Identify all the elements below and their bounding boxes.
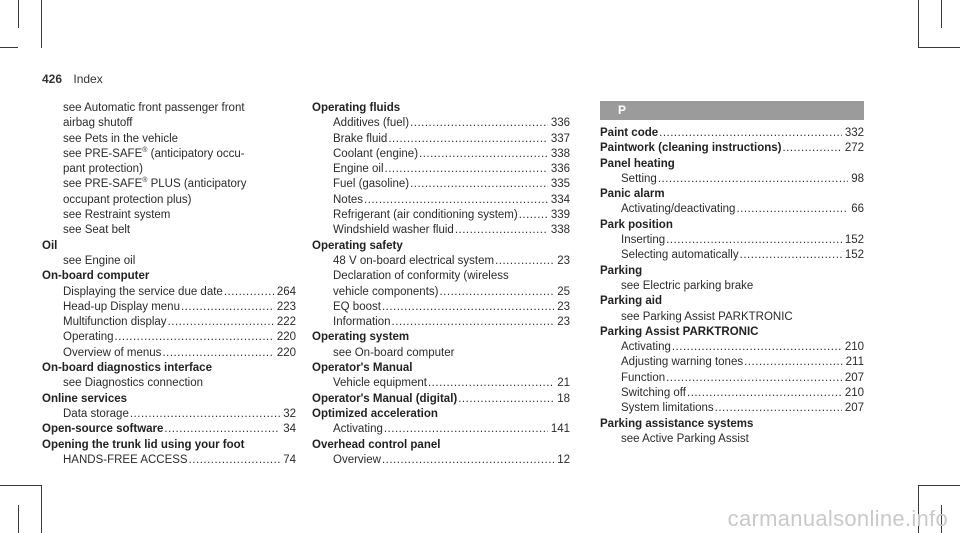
see-ref[interactable]: see Electric parking brake: [621, 279, 754, 292]
section-title: Index: [73, 72, 103, 86]
index-entry[interactable]: Multifunction display ..... 222: [42, 315, 296, 330]
index-entry-heading[interactable]: Open-source software ..... 34: [42, 422, 296, 437]
page-number: 426: [42, 72, 63, 86]
index-entry[interactable]: Inserting ..... 152: [600, 233, 864, 248]
index-entry[interactable]: Overview ..... 12: [312, 453, 570, 468]
index-entry[interactable]: Fuel (gasoline) ..... 335: [312, 177, 570, 192]
index-heading: Parking assistance systems: [600, 417, 754, 430]
see-ref[interactable]: see Restraint system: [63, 209, 171, 222]
crop-mark: [41, 485, 42, 533]
crop-mark: [0, 47, 18, 48]
index-heading: Operating safety: [312, 239, 403, 252]
index-entry-heading[interactable]: Paintwork (cleaning instructions) ..... 272: [600, 141, 864, 156]
index-heading: Parking aid: [600, 295, 662, 308]
see-ref[interactable]: see PRE-SAFE® (anticipatory occu-: [63, 147, 245, 160]
index-heading: Opening the trunk lid using your foot: [42, 438, 245, 451]
index-column-3: [600, 101, 864, 447]
index-heading: Online services: [42, 392, 128, 405]
crop-mark: [18, 0, 19, 28]
index-heading: Overhead control panel: [312, 438, 441, 451]
crop-mark: [0, 485, 42, 486]
index-entry[interactable]: Activating ..... 210: [600, 340, 864, 355]
crop-mark: [918, 485, 960, 486]
index-entry[interactable]: System limitations ..... 207: [600, 401, 864, 416]
index-heading: Operating fluids: [312, 102, 401, 114]
index-entry[interactable]: Selecting automatically ..... 152: [600, 248, 864, 263]
see-ref[interactable]: see On-board computer: [333, 346, 455, 359]
index-column-1: [42, 101, 296, 468]
see-ref-cont: occupant protection plus): [63, 193, 192, 206]
index-entry[interactable]: Adjusting warning tones ..... 211: [600, 355, 864, 370]
index-entry[interactable]: Setting ..... 98: [600, 172, 864, 187]
index-heading: On-board diagnostics interface: [42, 362, 212, 375]
see-ref[interactable]: see Engine oil: [63, 254, 136, 267]
index-entry[interactable]: Engine oil ..... 336: [312, 162, 570, 177]
see-ref-cont: pant protection): [63, 163, 143, 176]
crop-mark: [41, 0, 42, 48]
continued-see-also: [42, 101, 296, 239]
crop-mark: [918, 47, 960, 48]
index-entry[interactable]: 48 V on-board electrical system ..... 23: [312, 254, 570, 269]
index-heading: Park position: [600, 218, 673, 231]
index-entry[interactable]: Windshield washer fluid ..... 338: [312, 223, 570, 238]
see-ref[interactable]: see PRE-SAFE® PLUS (anticipatory: [63, 177, 247, 191]
index-entry[interactable]: Activating ..... 141: [312, 422, 570, 437]
index-heading: Parking: [600, 264, 643, 277]
index-entry[interactable]: Additives (fuel) ..... 336: [312, 116, 570, 131]
index-heading: Operator's Manual: [312, 362, 413, 375]
index-entry[interactable]: Vehicle equipment ..... 21: [312, 376, 570, 391]
index-entry[interactable]: Information ..... 23: [312, 315, 570, 330]
see-ref[interactable]: see Seat belt: [63, 224, 131, 237]
see-ref[interactable]: see Parking Assist PARKTRONIC: [621, 310, 793, 323]
see-ref[interactable]: see Pets in the vehicle: [63, 132, 179, 145]
index-entry[interactable]: Function ..... 207: [600, 371, 864, 386]
page-header: [42, 72, 103, 86]
see-ref[interactable]: see Active Parking Assist: [621, 432, 749, 445]
index-heading: Parking Assist PARKTRONIC: [600, 325, 759, 338]
index-entry[interactable]: Refrigerant (air conditioning system) ..... 339: [312, 208, 570, 223]
crop-mark: [918, 0, 919, 48]
index-entry[interactable]: EQ boost ..... 23: [312, 300, 570, 315]
index-entry[interactable]: Displaying the service due date ..... 264: [42, 285, 296, 300]
index-entry[interactable]: Overview of menus ..... 220: [42, 346, 296, 361]
index-entry[interactable]: Coolant (engine) ..... 338: [312, 147, 570, 162]
see-ref-cont: airbag shutoff: [63, 117, 133, 130]
index-entry[interactable]: Notes ..... 334: [312, 193, 570, 208]
index-entry[interactable]: Brake fluid ..... 337: [312, 132, 570, 147]
index-entry-heading[interactable]: Operator's Manual (digital) ..... 18: [312, 392, 570, 407]
index-entry[interactable]: vehicle components) ..... 25: [312, 285, 570, 300]
index-column-2: [312, 101, 570, 468]
index-entry[interactable]: Activating/deactivating ..... 66: [600, 202, 864, 217]
index-entry[interactable]: Switching off ..... 210: [600, 386, 864, 401]
index-heading: Panel heating: [600, 157, 675, 170]
crop-mark: [18, 505, 19, 533]
crop-mark: [941, 0, 942, 28]
index-heading: Panic alarm: [600, 188, 665, 201]
index-entry-heading[interactable]: Paint code ..... 332: [600, 126, 864, 141]
see-ref[interactable]: see Diagnostics connection: [63, 377, 203, 390]
index-heading: Optimized acceleration: [312, 407, 438, 420]
index-heading: Oil: [42, 239, 58, 252]
see-ref[interactable]: see Automatic front passenger front: [63, 102, 245, 114]
letter-heading: P: [600, 101, 864, 120]
watermark: carmanualsonline.info: [727, 506, 948, 531]
index-heading: On-board computer: [42, 270, 150, 283]
index-entry-line[interactable]: Declaration of conformity (wireless: [333, 270, 509, 283]
index-entry[interactable]: HANDS-FREE ACCESS ..... 74: [42, 453, 296, 468]
index-entry[interactable]: Head-up Display menu ..... 223: [42, 300, 296, 315]
index-heading: Operating system: [312, 331, 410, 344]
index-entry[interactable]: Operating ..... 220: [42, 330, 296, 345]
index-entry[interactable]: Data storage ..... 32: [42, 407, 296, 422]
